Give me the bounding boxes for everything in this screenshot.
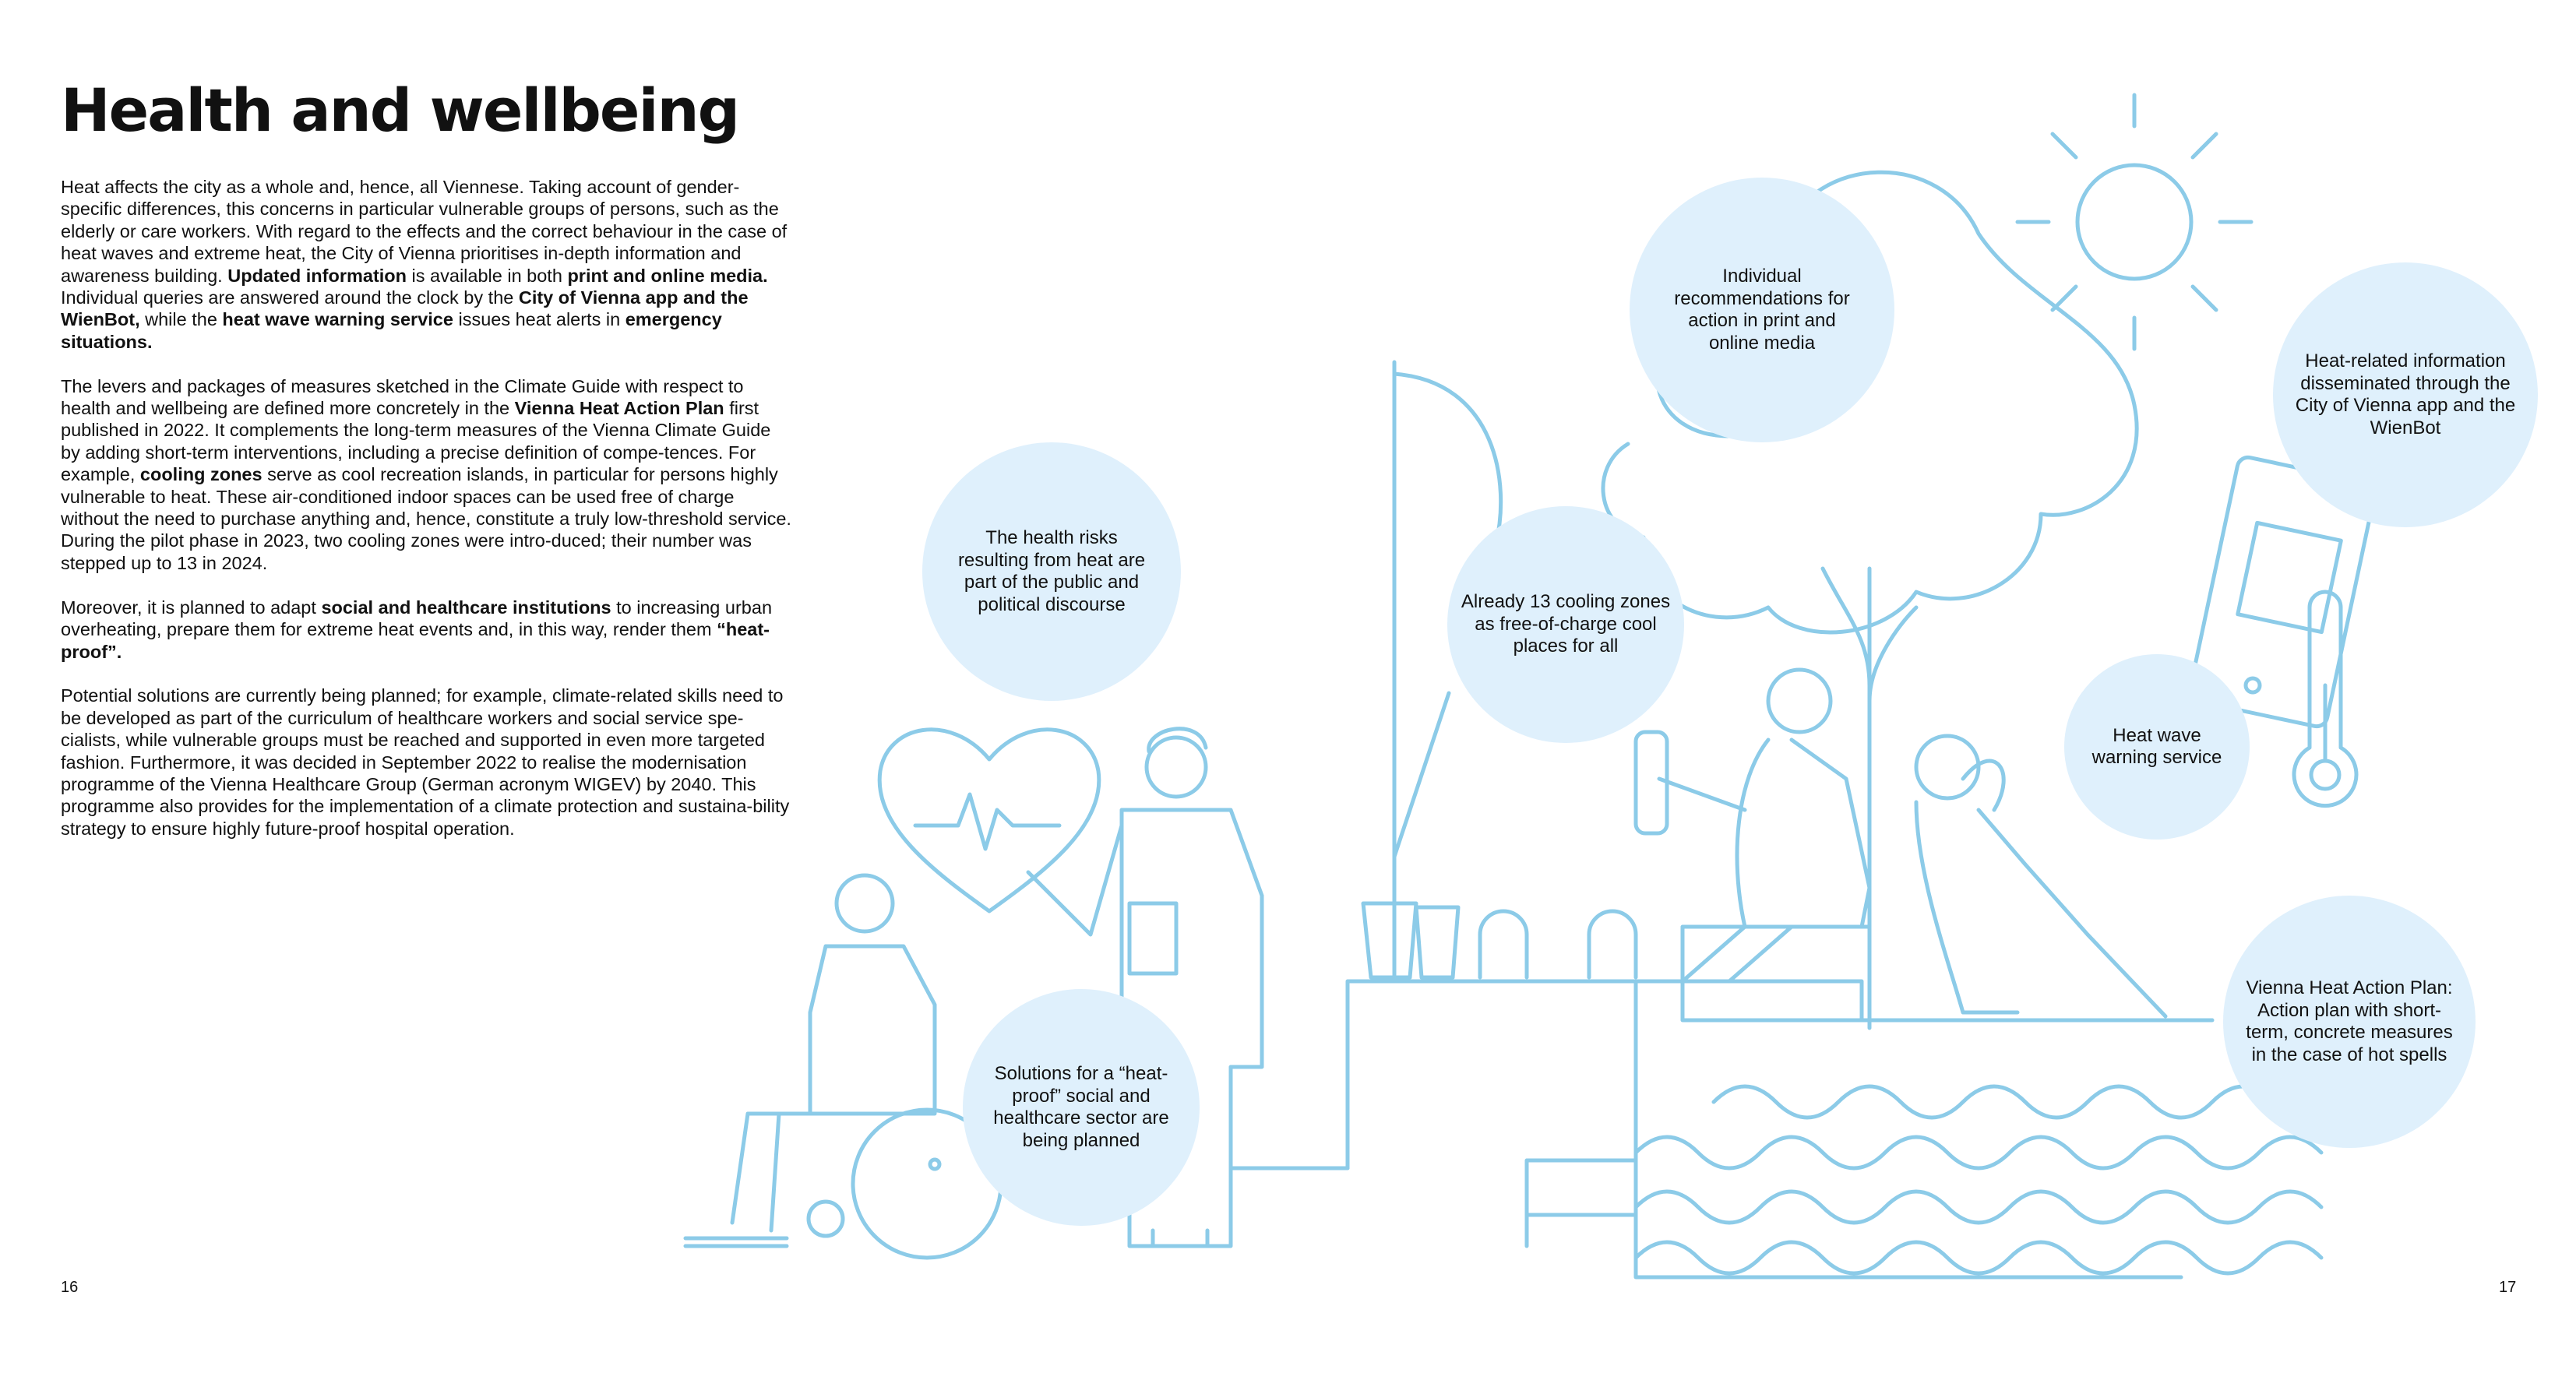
bubble-text: Already 13 cooling zones as free-of-charge cool places for all (1461, 591, 1671, 657)
page-title: Health and wellbeing (61, 76, 738, 145)
bubble-text: Vienna Heat Action Plan: Action plan with short-term, concrete measures in the case of hot spells (2246, 977, 2453, 1065)
bubble-cooling-zones (1447, 506, 1684, 743)
bubble-individual-recommendations (1630, 178, 1894, 442)
glasses-icon (1363, 903, 1636, 977)
text-run: Moreover, it is planned to adapt (61, 597, 322, 618)
bold-text-run: “heat-proof”. (61, 619, 770, 662)
bubble-solutions (963, 989, 1200, 1226)
bold-text-run: emergency situations. (61, 309, 722, 352)
text-run: Individual queries are answered around the clock by the (61, 287, 519, 308)
bold-text-run: heat wave warning service (222, 309, 453, 330)
text-run: Potential solutions are currently being planned; for example, climate-related skills need to be developed as part of the curriculum of healthcare workers and social service spe-cialists, while vulnerable groups must be reached and supported in even more targeted fashion. Furthermore, it was decided in September 2022 to realise the modernisation programme of the Vienna Healthcare Group (German acronym WIGEV) by 2040. This programme also provides for the implementation of a climate protection and sustaina-bility strategy to ensure highly future-proof hospital operation. (61, 685, 790, 839)
page-number-right: 17 (2499, 1279, 2517, 1296)
page-number-left: 16 (61, 1279, 79, 1296)
bubble-text: Heat-related information disseminated through the City of Vienna app and the WienBot (2295, 350, 2516, 438)
text-run: first published in 2022. It complements the long-term measures of the Vienna Climate Guide by adding short-term interventions, including a precise definition of compe-tences. For example, (61, 398, 771, 485)
bubble-text: Solutions for a “heat-proof” social and healthcare sector are being planned (993, 1063, 1169, 1151)
waves (1527, 1086, 2321, 1277)
platform (1231, 927, 2212, 1168)
text-run: issues heat alerts in (453, 309, 625, 330)
bold-text-run: Updated information (227, 265, 407, 286)
bubble-text: Individual recommendations for action in print and online media (1674, 266, 1850, 354)
text-run: while the (139, 309, 223, 330)
text-run: The levers and packages of measures sketched in the Climate Guide with respect to health and wellbeing are defined more concretely in the (61, 375, 744, 419)
text-run: Heat affects the city as a whole and, hence, all Viennese. Taking account of gender-specific differences, this concerns in particular vulnerable groups of persons, such as the elderly or care workers. With regard to the effects and the correct behaviour in the case of heat waves and extreme heat, the City of Vienna prioritises in-depth information and awareness building. (61, 177, 788, 286)
bold-text-run: social and healthcare institutions (321, 597, 611, 618)
bold-text-run: print and online media. (567, 265, 768, 286)
text-run: is available in both (407, 265, 568, 286)
bold-text-run: Vienna Heat Action Plan (514, 398, 724, 419)
bold-text-run: City of Vienna app and the WienBot, (61, 287, 749, 330)
bubble-health-risks (922, 442, 1181, 701)
bubble-heat-action-plan (2223, 896, 2476, 1148)
sitting-person-icon (1636, 670, 1869, 981)
bubble-text: The health risks resulting from heat are part of the public and political discourse (957, 527, 1146, 615)
text-run: serve as cool recreation islands, in particular for persons highly vulnerable to heat. These air-conditioned indoor spaces can be used free of charge without the need to purchase anything and, hence, constitute a truly low-threshold service. During the pilot phase in 2023, two cooling zones were intro-duced; their number was stepped up to 13 in 2024. (61, 464, 791, 573)
bubble-text: Heat wave warning service (2091, 724, 2222, 768)
bold-text-run: cooling zones (139, 464, 263, 485)
heart-icon (879, 730, 1099, 911)
bubble-heat-info-app (2273, 262, 2538, 527)
bubble-warning-service (2064, 654, 2250, 840)
wheelchair-person-icon (685, 875, 1001, 1258)
text-run: to increasing urban overheating, prepare them for extreme heat events and, in this way, render them (61, 597, 773, 640)
sun-icon (2017, 95, 2251, 349)
